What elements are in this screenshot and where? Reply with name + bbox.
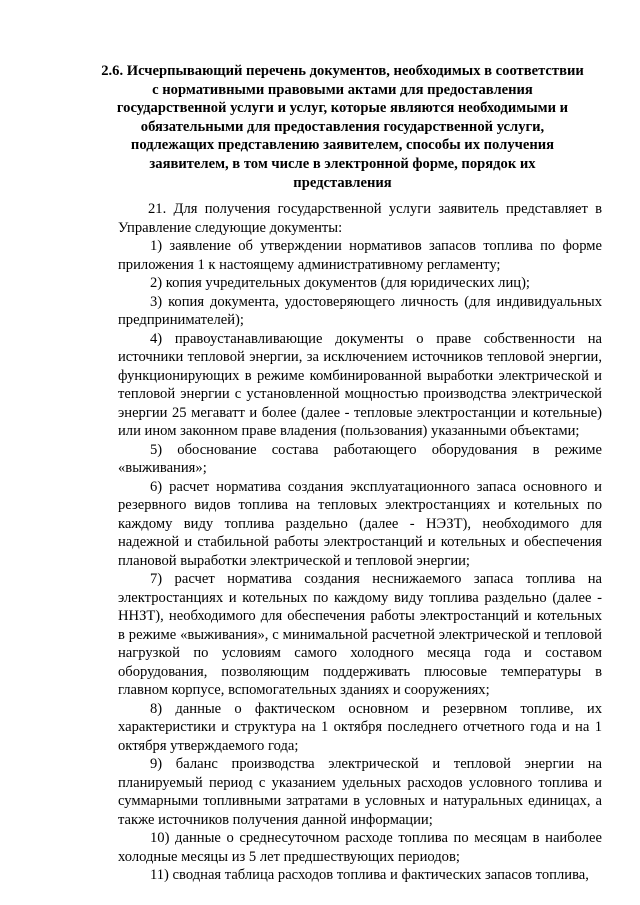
heading-line: представления — [293, 174, 392, 191]
document-body — [118, 200, 602, 885]
list-item-9: 9) баланс производства электрической и тепловой энергии на планируемый период с указанием удельных расходов условного топлива и суммарными топливными затратами в условных и натуральных единицах, а также источников получения данной информации; — [118, 756, 602, 828]
list-item-11: 11) сводная таблица расходов топлива и фактических запасов топлива, — [150, 867, 589, 883]
list-item-5: 5) обоснование состава работающего оборудования в режиме «выживания»; — [118, 441, 602, 476]
list-item-2: 2) копия учредительных документов (для юридических лиц); — [150, 275, 530, 291]
list-item-6: 6) расчет норматива создания эксплуатационного запаса основного и резервного видов топлива на тепловых электростанциях и котельных по каждому виду топлива раздельно (далее - НЭЗТ), необходимого для надежной и стабильной работы электростанций и котельных и обеспечения плановой выработки электрической и тепловой энергии; — [118, 478, 602, 569]
heading-line: обязательными для предоставления государственной услуги, — [140, 118, 545, 135]
heading-line: с нормативными правовыми актами для предоставления — [152, 81, 533, 98]
section-heading — [80, 62, 605, 192]
list-item-1: 1) заявление об утверждении нормативов запасов топлива по форме приложения 1 к настоящему административному регламенту; — [118, 238, 602, 273]
paragraph-21-intro: 21. Для получения государственной услуги заявитель представляет в Управление следующие документы: — [118, 201, 602, 236]
list-item-10: 10) данные о среднесуточном расходе топлива по месяцам в наиболее холодные месяцы из 5 лет предшествующих периодов; — [118, 830, 602, 865]
list-item-7: 7) расчет норматива создания неснижаемого запаса топлива на электростанциях и котельных по каждому виду топлива раздельно (далее - ННЗТ), необходимого для обеспечения работы электростанций и котельных в режиме «выживания», с минимальной расчетной электрической и тепловой нагрузкой по условиям самого холодного месяца года и составом оборудования, позволяющим поддерживать плюсовые температуры в главном корпусе, вспомогательных зданиях и сооружениях; — [118, 571, 602, 698]
heading-line: подлежащих представлению заявителем, способы их получения — [130, 137, 555, 154]
list-item-3: 3) копия документа, удостоверяющего личность (для индивидуальных предпринимателей); — [118, 293, 602, 328]
list-item-8: 8) данные о фактическом основном и резервном топливе, их характеристики и структура на 1 октября последнего отчетного года и на 1 октября утверждаемого года; — [118, 700, 602, 754]
list-item-4: 4) правоустанавливающие документы о праве собственности на источники тепловой энергии, за исключением источников тепловой энергии, функционирующих в режиме комбинированной выработки электрической и тепловой энергии с установленной мощностью производства электрической энергии 25 мегаватт и более (далее - тепловые электростанции и котельные) или ином законном праве владения (пользования) указанными объектами; — [118, 330, 602, 439]
heading-line: заявителем, в том числе в электронной форме, порядок их — [149, 155, 536, 172]
heading-line: государственной услуги и услуг, которые являются необходимыми и — [116, 100, 569, 117]
heading-line: 2.6. Исчерпывающий перечень документов, необходимых в соответствии — [101, 63, 584, 79]
